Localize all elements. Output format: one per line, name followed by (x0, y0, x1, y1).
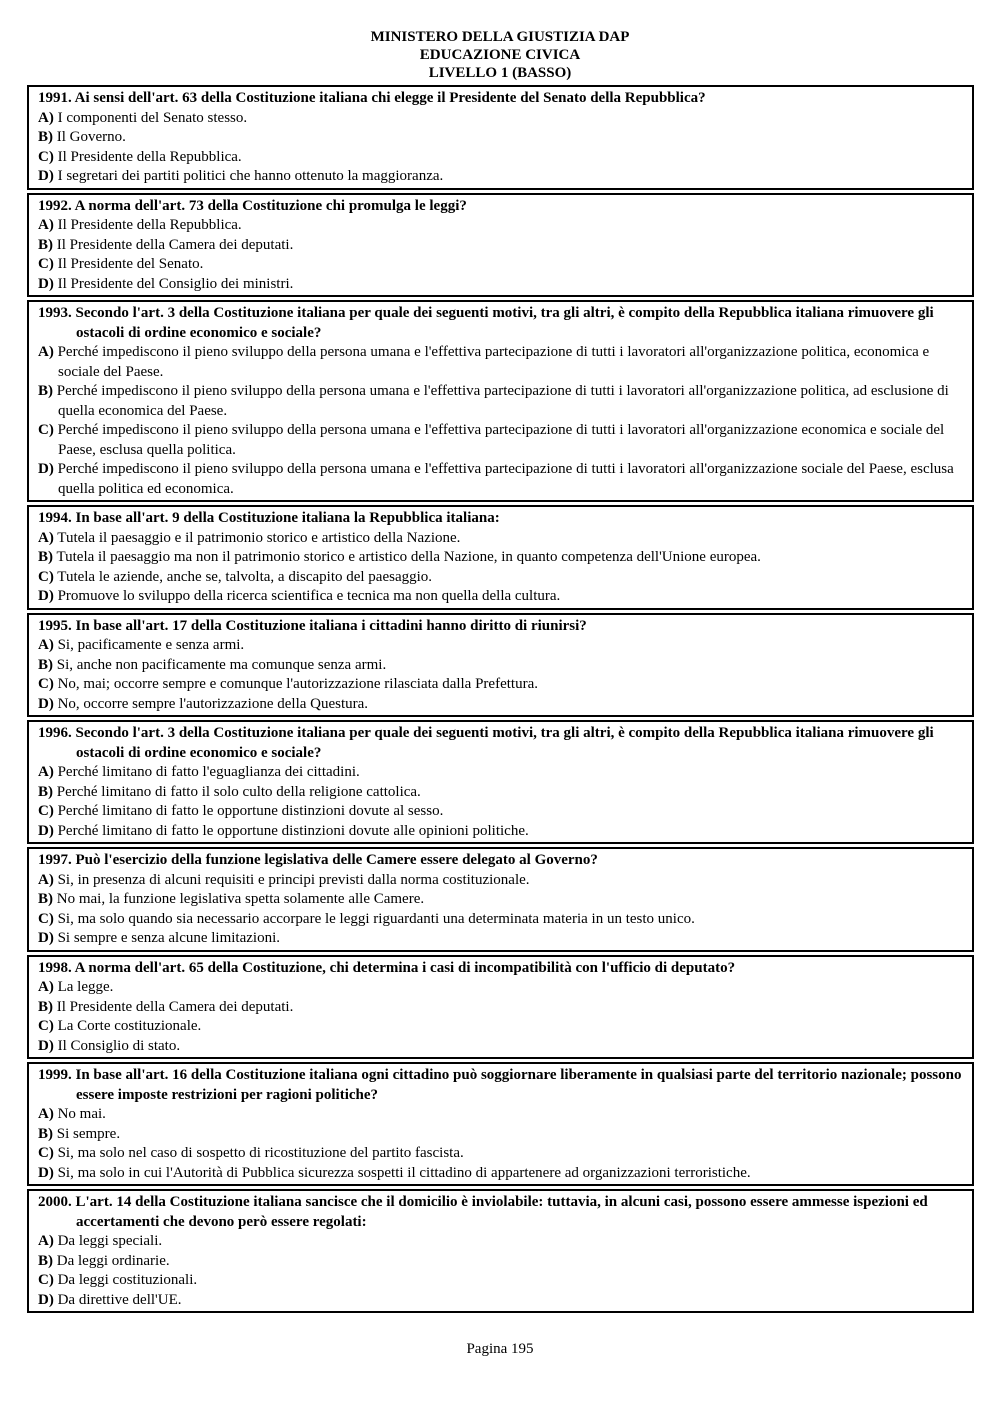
option-text: Perché impediscono il pieno sviluppo della persona umana e l'effettiva partecipazione di tutti i lavoratori all'organizzazione politica, economica e sociale del Paese. (53, 344, 930, 380)
page-number: Pagina 195 (466, 1341, 534, 1357)
option-text: Promuove lo sviluppo della ricerca scientifica e tecnica ma non quella della cultura. (53, 588, 561, 604)
answer-option-b (38, 656, 964, 676)
answer-option-d (38, 167, 964, 187)
option-text: Il Presidente della Repubblica. (53, 148, 242, 165)
option-text: Il Presidente della Camera dei deputati. (53, 236, 294, 253)
answer-option-b (38, 1125, 964, 1145)
answer-option-c (38, 910, 964, 930)
option-text: No, mai; occorre sempre e comunque l'autorizzazione rilasciata dalla Prefettura. (53, 676, 538, 692)
option-text: Si, ma solo quando sia necessario accorpare le leggi riguardanti una determinata materia in un testo unico. (53, 910, 695, 927)
answer-option-c (38, 148, 964, 168)
option-text: Il Presidente della Repubblica. (53, 217, 242, 233)
option-letter: B) (38, 236, 53, 253)
option-letter: D) (38, 695, 54, 712)
option-letter: B) (38, 383, 53, 399)
option-letter: A) (38, 979, 54, 995)
option-letter: D) (38, 1164, 54, 1181)
answer-option-b (38, 998, 964, 1018)
page-header (0, 28, 1000, 82)
option-letter: D) (38, 275, 54, 292)
answer-option-d (38, 1291, 964, 1311)
question-list (28, 86, 973, 1317)
question-title: 1991. Ai sensi dell'art. 63 della Costituzione italiana chi elegge il Presidente del Senato della Repubblica? (38, 90, 706, 106)
header-subject: EDUCAZIONE CIVICA (419, 47, 581, 63)
question-title: 1992. A norma dell'art. 73 della Costituzione chi promulga le leggi? (38, 197, 467, 214)
question-box (28, 614, 973, 717)
answer-option-d (38, 822, 964, 842)
option-text: La legge. (53, 979, 114, 995)
option-letter: C) (38, 256, 54, 272)
question-box (28, 301, 973, 501)
header-level: LIVELLO 1 (BASSO) (428, 65, 572, 81)
question-title: 1993. Secondo l'art. 3 della Costituzione italiana per quale dei seguenti motivi, tra gli altri, è compito della Repubblica italiana rimuovere gli ostacoli di ordine economico e sociale? (38, 305, 934, 341)
question-box (28, 1063, 973, 1185)
question-title: 1998. A norma dell'art. 65 della Costituzione, chi determina i casi di incompatibilità con l'ufficio di deputato? (38, 959, 736, 976)
option-text: Si, ma solo in cui l'Autorità di Pubblica sicurezza sospetti il cittadino di appartenere ad organizzazioni terroristiche. (53, 1164, 751, 1181)
answer-option-c (38, 255, 964, 275)
option-text: Si, pacificamente e senza armi. (53, 637, 245, 653)
option-text: Il Governo. (53, 129, 126, 145)
answer-option-c (38, 1271, 964, 1291)
question-title: 1994. In base all'art. 9 della Costituzione italiana la Repubblica italiana: (38, 510, 500, 526)
option-letter: D) (38, 930, 54, 946)
option-text: I segretari dei partiti politici che hanno ottenuto la maggioranza. (53, 168, 444, 184)
answer-option-b (38, 548, 964, 568)
answer-option-a (38, 109, 964, 129)
answer-option-b (38, 1252, 964, 1272)
answer-option-b (38, 236, 964, 256)
option-letter: A) (38, 109, 54, 126)
option-text: Da direttive dell'UE. (53, 1291, 182, 1308)
option-letter: C) (38, 1018, 54, 1034)
answer-option-b (38, 783, 964, 803)
option-text: Si, in presenza di alcuni requisiti e principi previsti dalla norma costituzionale. (53, 871, 530, 888)
question-box (28, 956, 973, 1059)
option-letter: C) (38, 148, 54, 165)
option-text: No mai. (53, 1106, 106, 1122)
option-text: Il Consiglio di stato. (53, 1037, 181, 1054)
option-letter: C) (38, 803, 54, 819)
option-text: La Corte costituzionale. (53, 1018, 202, 1034)
option-letter: A) (38, 529, 54, 546)
answer-option-a (38, 636, 964, 656)
option-letter: C) (38, 422, 54, 438)
answer-option-a (38, 529, 964, 549)
answer-option-a (38, 1232, 964, 1252)
option-letter: B) (38, 549, 53, 565)
option-text: Si sempre. (53, 1125, 121, 1142)
option-letter: A) (38, 217, 54, 233)
option-text: No mai, la funzione legislativa spetta solamente alle Camere. (53, 891, 425, 907)
question-title: 1997. Può l'esercizio della funzione legislativa delle Camere essere delegato al Governo? (38, 852, 598, 868)
option-letter: D) (38, 461, 54, 477)
option-text: Tutela le aziende, anche se, talvolta, a discapito del paesaggio. (53, 568, 433, 585)
option-letter: A) (38, 764, 54, 780)
option-letter: D) (38, 588, 54, 604)
option-text: Il Presidente del Consiglio dei ministri. (53, 275, 294, 292)
option-letter: A) (38, 1106, 54, 1122)
answer-option-d (38, 460, 964, 499)
answer-option-b (38, 890, 964, 910)
option-letter: D) (38, 1037, 54, 1054)
question-box (28, 194, 973, 297)
answer-option-a (38, 978, 964, 998)
option-text: Perché limitano di fatto le opportune distinzioni dovute al sesso. (53, 803, 444, 819)
option-letter: C) (38, 910, 54, 927)
answer-option-d (38, 929, 964, 949)
option-text: Si, ma solo nel caso di sospetto di ricostituzione del partito fascista. (53, 1145, 464, 1161)
answer-option-d (38, 1037, 964, 1057)
answer-option-a (38, 216, 964, 236)
answer-option-c (38, 568, 964, 588)
answer-option-a (38, 871, 964, 891)
answer-option-a (38, 1105, 964, 1125)
question-box (28, 1190, 973, 1312)
option-text: Perché limitano di fatto l'eguaglianza dei cittadini. (53, 764, 360, 780)
option-text: No, occorre sempre l'autorizzazione della Questura. (53, 695, 369, 712)
answer-option-d (38, 587, 964, 607)
question-title: 1996. Secondo l'art. 3 della Costituzione italiana per quale dei seguenti motivi, tra gli altri, è compito della Repubblica italiana rimuovere gli ostacoli di ordine economico e sociale? (38, 725, 934, 761)
option-letter: A) (38, 1233, 54, 1249)
option-text: Da leggi ordinarie. (53, 1252, 170, 1269)
answer-option-c (38, 802, 964, 822)
answer-option-b (38, 128, 964, 148)
option-text: Tutela il paesaggio e il patrimonio storico e artistico della Nazione. (53, 529, 461, 546)
option-text: Da leggi speciali. (53, 1233, 163, 1249)
header-ministry: MINISTERO DELLA GIUSTIZIA DAP (370, 29, 630, 45)
option-text: Perché impediscono il pieno sviluppo della persona umana e l'effettiva partecipazione di tutti i lavoratori all'organizzazione sociale del Paese, esclusa quella politica ed economica. (53, 461, 954, 497)
option-letter: B) (38, 891, 53, 907)
option-text: Si, anche non pacificamente ma comunque senza armi. (53, 656, 387, 673)
option-letter: B) (38, 656, 53, 673)
option-letter: B) (38, 129, 53, 145)
option-letter: A) (38, 871, 54, 888)
option-letter: C) (38, 1145, 54, 1161)
option-letter: D) (38, 1291, 54, 1308)
option-text: Si sempre e senza alcune limitazioni. (53, 930, 280, 946)
question-box (28, 506, 973, 609)
answer-option-a (38, 343, 964, 382)
question-box (28, 86, 973, 189)
answer-option-c (38, 421, 964, 460)
option-text: Il Presidente del Senato. (53, 256, 204, 272)
answer-option-d (38, 1164, 964, 1184)
option-letter: C) (38, 1272, 54, 1288)
question-box (28, 848, 973, 951)
option-text: Da leggi costituzionali. (53, 1272, 198, 1288)
answer-option-d (38, 695, 964, 715)
option-letter: C) (38, 676, 54, 692)
option-letter: A) (38, 637, 54, 653)
option-letter: D) (38, 168, 54, 184)
answer-option-c (38, 675, 964, 695)
question-title: 2000. L'art. 14 della Costituzione italiana sancisce che il domicilio è inviolabile: tuttavia, in alcuni casi, possono essere ammesse ispezioni ed accertamenti che devono però essere regolati: (38, 1194, 928, 1230)
answer-option-a (38, 763, 964, 783)
option-letter: A) (38, 344, 54, 360)
option-letter: B) (38, 998, 53, 1015)
answer-option-d (38, 275, 964, 295)
option-letter: B) (38, 1252, 53, 1269)
option-text: Perché limitano di fatto le opportune distinzioni dovute alle opinioni politiche. (53, 822, 529, 839)
answer-option-c (38, 1017, 964, 1037)
question-title: 1995. In base all'art. 17 della Costituzione italiana i cittadini hanno diritto di riunirsi? (38, 617, 587, 634)
answer-option-b (38, 382, 964, 421)
option-letter: C) (38, 568, 54, 585)
option-text: Perché impediscono il pieno sviluppo della persona umana e l'effettiva partecipazione di tutti i lavoratori all'organizzazione politica, ad esclusione di quella economica del Paese. (53, 383, 949, 419)
option-text: I componenti del Senato stesso. (53, 109, 248, 126)
option-letter: B) (38, 783, 53, 800)
option-text: Perché impediscono il pieno sviluppo della persona umana e l'effettiva partecipazione di tutti i lavoratori all'organizzazione economica e sociale del Paese, esclusa quella politica. (53, 422, 945, 458)
answer-option-c (38, 1144, 964, 1164)
option-letter: B) (38, 1125, 53, 1142)
question-title: 1999. In base all'art. 16 della Costituzione italiana ogni cittadino può soggiornare liberamente in qualsiasi parte del territorio nazionale; possono essere imposte restrizioni per ragioni politiche? (38, 1067, 962, 1103)
option-letter: D) (38, 822, 54, 839)
option-text: Perché limitano di fatto il solo culto della religione cattolica. (53, 783, 421, 800)
option-text: Il Presidente della Camera dei deputati. (53, 998, 294, 1015)
option-text: Tutela il paesaggio ma non il patrimonio storico e artistico della Nazione, in quanto competenza dell'Unione europea. (53, 549, 761, 565)
question-box (28, 721, 973, 843)
